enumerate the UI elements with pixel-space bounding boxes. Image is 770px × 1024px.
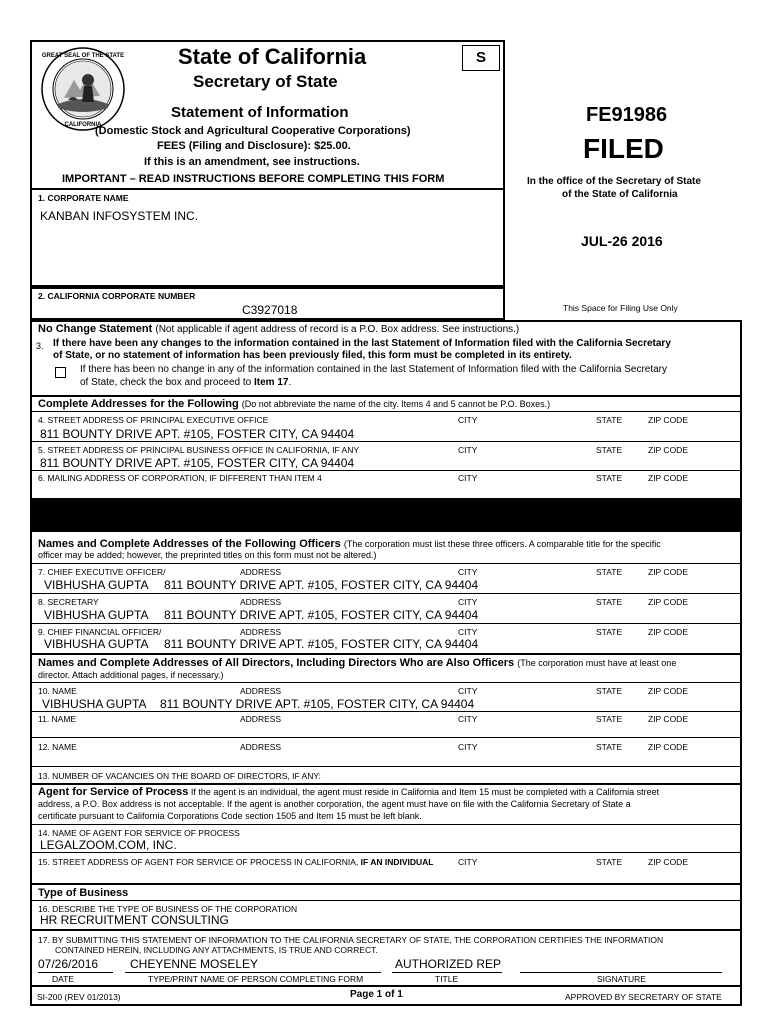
no-change-checkbox[interactable] [55,367,66,378]
item10-name: VIBHUSHA GUPTA [42,697,147,711]
fees-line: FEES (Filing and Disclosure): $25.00. [157,140,351,152]
item5-zip-label: ZIP CODE [648,445,688,455]
item9-zip-label: ZIP CODE [648,627,688,637]
item9-label: 9. CHIEF FINANCIAL OFFICER/ [38,627,162,637]
item8-address: 811 BOUNTY DRIVE APT. #105, FOSTER CITY, CA 94404 [164,608,479,622]
item11-zip-label: ZIP CODE [648,714,688,724]
item14-value: LEGALZOOM.COM, INC. [40,838,177,852]
svg-text:CALIFORNIA: CALIFORNIA [64,122,102,128]
item7-name: VIBHUSHA GUPTA [44,578,149,592]
business-heading: Type of Business [38,887,129,899]
item7-city-label: CITY [458,567,478,577]
statement-title: Statement of Information [171,104,349,121]
item11-address-label: ADDRESS [240,714,282,724]
item15-city-label: CITY [458,857,478,867]
form-id: SI-200 (REV 01/2013) [37,992,121,1002]
signature-label: SIGNATURE [597,974,646,984]
item8-name: VIBHUSHA GUPTA [44,608,149,622]
item5-state-label: STATE [596,445,623,455]
officers-heading-note2: officer may be added; however, the preprinted titles on this form must not be altered.) [38,550,377,560]
item3-number: 3. [36,341,44,351]
no-change-bold-line1: If there have been any changes to the information contained in the last Statement of Information filed with the California Secretary [53,338,671,349]
filing-number: FE91986 [586,104,668,126]
item9-name: VIBHUSHA GUPTA [44,637,149,651]
item4-value: 811 BOUNTY DRIVE APT. #105, FOSTER CITY, CA 94404 [40,427,355,441]
item7-label: 7. CHIEF EXECUTIVE OFFICER/ [38,567,166,577]
form-letter-box: S [462,45,500,71]
important-notice: IMPORTANT – READ INSTRUCTIONS BEFORE COMPLETING THIS FORM [62,173,445,185]
item14-label: 14. NAME OF AGENT FOR SERVICE OF PROCESS [38,828,240,838]
item2-label: 2. CALIFORNIA CORPORATE NUMBER [38,291,196,301]
approved-by: APPROVED BY SECRETARY OF STATE [565,992,722,1002]
filing-office-line1: In the office of the Secretary of State [527,176,701,187]
item6-label: 6. MAILING ADDRESS OF CORPORATION, IF DIFFERENT THAN ITEM 4 [38,473,322,483]
item9-address-label: ADDRESS [240,627,282,637]
item15-state-label: STATE [596,857,623,867]
item8-city-label: CITY [458,597,478,607]
filed-status: FILED [583,133,664,164]
item9-address: 811 BOUNTY DRIVE APT. #105, FOSTER CITY, CA 94404 [164,637,479,651]
item10-city-label: CITY [458,686,478,696]
org-type: (Domestic Stock and Agricultural Cooperative Corporations) [95,125,411,137]
item10-label: 10. NAME [38,686,77,696]
item12-city-label: CITY [458,742,478,752]
item7-zip-label: ZIP CODE [648,567,688,577]
corporate-name-value: KANBAN INFOSYSTEM INC. [40,209,199,223]
item4-zip-label: ZIP CODE [648,415,688,425]
agent-note3: certificate pursuant to California Corporations Code section 1505 and Item 15 must be left blank. [38,811,422,821]
item12-zip-label: ZIP CODE [648,742,688,752]
item4-label: 4. STREET ADDRESS OF PRINCIPAL EXECUTIVE OFFICE [38,415,269,425]
no-change-heading: No Change Statement (Not applicable if agent address of record is a P.O. Box address. See instructions.) [38,323,520,335]
corporate-number-value: C3927018 [242,303,298,317]
great-seal-icon [40,46,126,132]
agent-heading: Agent for Service of Process If the agent is an individual, the agent must reside in California and Item 15 must be completed with a California street [38,786,660,798]
directors-heading-note2: director. Attach additional pages, if necessary.) [38,670,224,680]
page-subtitle: Secretary of State [193,72,338,91]
svg-text:GREAT SEAL OF THE STATE: GREAT SEAL OF THE STATE [41,53,125,59]
item11-state-label: STATE [596,714,623,724]
signature-date-value: 07/26/2016 [38,957,99,971]
signature-title-value: AUTHORIZED REP [395,957,502,971]
item10-address: 811 BOUNTY DRIVE APT. #105, FOSTER CITY, CA 94404 [160,697,475,711]
item4-state-label: STATE [596,415,623,425]
item5-value: 811 BOUNTY DRIVE APT. #105, FOSTER CITY, CA 94404 [40,456,355,470]
item16-label: 16. DESCRIBE THE TYPE OF BUSINESS OF THE CORPORATION [38,904,298,914]
title-label: TITLE [435,974,459,984]
item12-state-label: STATE [596,742,623,752]
date-label: DATE [52,974,75,984]
item12-label: 12. NAME [38,742,77,752]
no-change-bold-line2: of State, or no statement of information has been previously filed, this form must be completed in its entirety. [53,350,572,361]
item8-address-label: ADDRESS [240,597,282,607]
item17-line1: 17. BY SUBMITTING THIS STATEMENT OF INFORMATION TO THE CALIFORNIA SECRETARY OF STATE, THE CORPORATION CERTIFIES THE INFORMATION [38,935,664,945]
redaction-bar [30,498,742,532]
item5-city-label: CITY [458,445,478,455]
item8-zip-label: ZIP CODE [648,597,688,607]
filing-date: JUL-26 2016 [581,233,663,249]
item11-city-label: CITY [458,714,478,724]
item10-address-label: ADDRESS [240,686,282,696]
item13-label: 13. NUMBER OF VACANCIES ON THE BOARD OF DIRECTORS, IF ANY: [38,771,321,781]
item6-city-label: CITY [458,473,478,483]
agent-note2: address, a P.O. Box address is not acceptable. If the agent is another corporation, the agent must have on file with the California Secretary of State a [38,799,631,809]
item10-state-label: STATE [596,686,623,696]
item8-label: 8. SECRETARY [38,597,99,607]
item7-state-label: STATE [596,567,623,577]
officers-heading: Names and Complete Addresses of the Following Officers (The corporation must list these three officers. A comparable title for the specific [38,538,661,550]
item7-address-label: ADDRESS [240,567,282,577]
item10-zip-label: ZIP CODE [648,686,688,696]
item7-address: 811 BOUNTY DRIVE APT. #105, FOSTER CITY, CA 94404 [164,578,479,592]
no-change-line3: If there has been no change in any of the information contained in the last Statement of Information filed with the California Secretary [80,364,668,375]
item15-zip-label: ZIP CODE [648,857,688,867]
item12-address-label: ADDRESS [240,742,282,752]
no-change-line4: of State, check the box and proceed to Item 17. [80,377,292,388]
item15-label: 15. STREET ADDRESS OF AGENT FOR SERVICE OF PROCESS IN CALIFORNIA, IF AN INDIVIDUAL [38,857,434,867]
item11-label: 11. NAME [38,714,77,724]
item6-zip-label: ZIP CODE [648,473,688,483]
name-label: TYPE/PRINT NAME OF PERSON COMPLETING FORM [148,974,364,984]
item8-state-label: STATE [596,597,623,607]
page-number: Page 1 of 1 [350,989,403,1000]
item6-state-label: STATE [596,473,623,483]
amendment-note: If this is an amendment, see instructions. [144,156,360,168]
addresses-heading: Complete Addresses for the Following (Do not abbreviate the name of the city. Items 4 and 5 cannot be P.O. Boxes.) [38,398,551,410]
item17-line2: CONTAINED HEREIN, INCLUDING ANY ATTACHMENTS, IS TRUE AND CORRECT. [55,945,378,955]
signature-name-value: CHEYENNE MOSELEY [130,957,259,971]
item9-city-label: CITY [458,627,478,637]
filing-space-note: This Space for Filing Use Only [563,303,678,313]
item4-city-label: CITY [458,415,478,425]
directors-heading: Names and Complete Addresses of All Directors, Including Directors Who are Also Officers (The corporation must have at least one [38,657,677,669]
item9-state-label: STATE [596,627,623,637]
filing-office-line2: of the State of California [562,189,678,200]
page-title: State of California [178,44,367,69]
item1-label: 1. CORPORATE NAME [38,193,129,203]
item16-value: HR RECRUITMENT CONSULTING [40,913,229,927]
item5-label: 5. STREET ADDRESS OF PRINCIPAL BUSINESS OFFICE IN CALIFORNIA, IF ANY [38,445,360,455]
